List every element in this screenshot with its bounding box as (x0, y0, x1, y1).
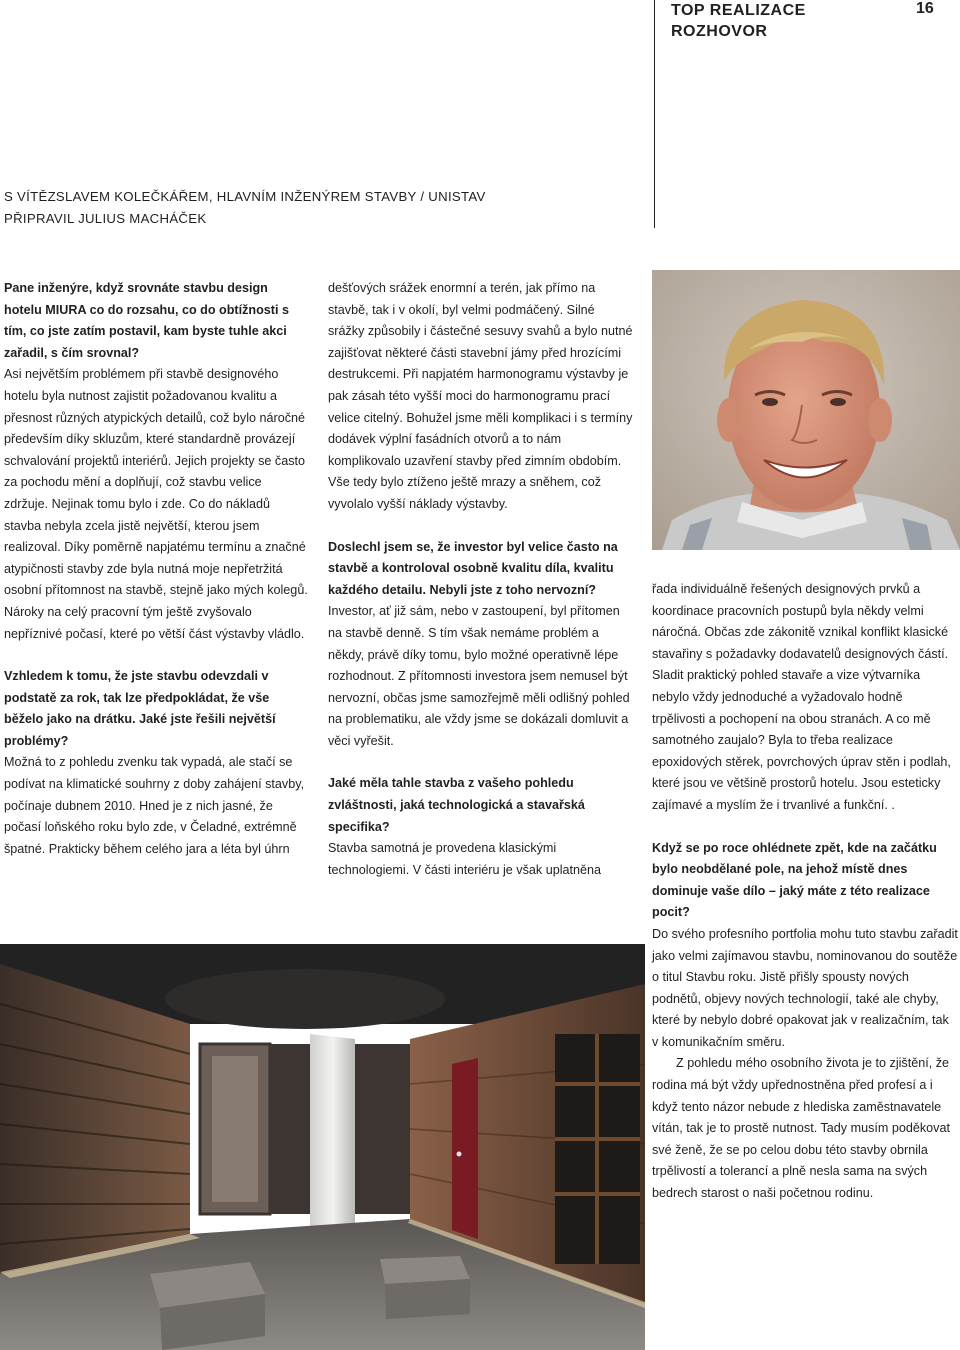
page-number: 16 (916, 0, 934, 17)
portrait-illustration (652, 270, 960, 550)
question-4: Jaké měla tahle stavba z vašeho pohledu zvláštnosti, jaká technologická a stavařská specifika? (328, 776, 585, 834)
column-1 (4, 278, 309, 860)
question-1: Pane inženýre, když srovnáte stavbu design hotelu MIURA co do rozsahu, co do obtížnosti s tím, co jste zatím postavil, kam byste tuhle akci zařadil, s čím srovnal? (4, 281, 289, 360)
answer-4: Stavba samotná je provedena klasickými technologiemi. V části interiéru je však uplatněna (328, 841, 602, 877)
section-title-line2: ROZHOVOR (671, 23, 768, 40)
byline-author: PŘIPRAVIL JULIUS MACHÁČEK (4, 211, 207, 226)
header-divider (654, 0, 655, 228)
interior-illustration (0, 944, 645, 1350)
answer-5: Do svého profesního portfolia mohu tuto stavbu zařadit jako velmi zajímavou stavbu, nominovanou do soutěže o titul Stavbu roku. Jistě přišly spousty nových podnětů, objevy nových technologií, také ale chyby, které by nebylo dobré opakovat jak v realizačním, tak v komunikačním směru. (652, 926, 958, 1049)
answer-4-continued: řada individuálně řešených designových prvků a koordinace pracovních postupů byla někdy velmi náročná. Občas zde zákonitě vznikal konflikt klasické stavařiny s požadavky dodavatelů designových částí. Sladit praktický pohled stavaře a vize výtvarníka nebylo vždy jednoduché a vyžadovalo hodně trpělivosti a pochopení na obou stranách. A co mě samotného zaujalo? Byla to třeba realizace epoxidových stěrek, povrchových úprav stěn i podlah, které jsou ve většině prostorů hotelu. Jsou esteticky zajímavé a myslím že i trvanlivé a funkční. . (652, 582, 951, 812)
answer-3: Investor, ať již sám, nebo v zastoupení, byl přítomen na stavbě denně. S tím však nemáme problém a někdy, právě díky tomu, bylo možné operativně lépe rozhodnout. Z přítomnosti investora jsem nemusel být nervozní, občas jsme samozřejmě měli odlišný pohled na problematiku, ale vždy jsme se dokázali domluvit a věci vyřešit. (328, 604, 630, 748)
answer-2-continued: dešťových srážek enormní a terén, jak přímo na stavbě, tak i v okolí, byl velmi podmáčený. Silné srážky způsobily i částečné sesuvy svahů a bylo nutné zajišťovat některé části stavební jámy před hrozícími destrukcemi. Při napjatém harmonogramu výstavby je pak zásah této vyšší moci do harmonogramu prací velice citelný. Bohužel jsme měli komplikaci i s termíny dodávek výplní fasádních otvorů a to nám komplikovalo uzavření stavby před zimním obdobím. Vše tedy bylo ztíženo ještě mrazy a sněhem, což vyvolalo vyšší náklady výstavby. (328, 281, 633, 511)
section-title-line1: TOP REALIZACE (671, 2, 806, 19)
section-title (671, 0, 806, 42)
answer-1: Asi největším problémem při stavbě designového hotelu byla nutnost zajistit požadovanou kvalitu a přesnost různých atypických detailů, což bylo náročné především díky skluzům, které standardně provázejí schvalování projektů interiérů. Jejich projekty se často za pochodu mění a doplňují, což stavbu velice zdržuje. Nejinak tomu bylo i zde. Co do nákladů stavba nebyla zcela jistě největší, kterou jsem realizoval. Díky poměrně napjatému termínu a značné atypičnosti stavby zde byla nutná moje nepřetržitá osobní přítomnost na stavbě, stejně jako mých kolegů. Nároky na celý pracovní tým ještě zvyšovalo nepříznivé počasí, které po větší část výstavby vládlo. (4, 367, 308, 641)
column-2 (328, 278, 633, 881)
byline-interviewee: S VÍTĚZSLAVEM KOLEČKÁŘEM, HLAVNÍM INŽENÝREM STAVBY / UNISTAV (4, 189, 486, 204)
column-3 (652, 579, 958, 1205)
answer-2: Možná to z pohledu zvenku tak vypadá, ale stačí se podívat na klimatické souhrny z doby zahájení stavby, počínaje dubnem 2010. Hned je z nich jasné, že počasí loňského roku bylo zde, v Čeladné, extrémně špatné. Prakticky během celého jara a léta byl úhrn (4, 755, 305, 856)
answer-6: Z pohledu mého osobního života je to zjištění, že rodina má být vždy upřednostněna před profesí a i když tento názor nebude z hlediska zaměstnavatele vítán, tak je to prostě nutnost. Tady musím poděkovat své ženě, že se po celou dobu této stavby obrnila trpělivostí a tolerancí a plně nesla sama na svých bedrech starost o naši početnou rodinu. (652, 1056, 950, 1201)
question-2: Vzhledem k tomu, že jste stavbu odevzdali v podstatě za rok, tak lze předpokládat, že vše běželo jako na drátku. Jaké jste řešili největší problémy? (4, 669, 276, 748)
byline (4, 186, 486, 230)
portrait-photo (652, 270, 960, 550)
question-5: Když se po roce ohlédnete zpět, kde na začátku bylo neobdělané pole, na jehož místě dnes dominuje vaše dílo – jaký máte z této realizace pocit? (652, 840, 937, 920)
interior-photo (0, 944, 645, 1350)
question-3: Doslechl jsem se, že investor byl velice často na stavbě a kontroloval osobně kvalitu díla, kvalitu každého detailu. Nebyli jste z toho nervozní? (328, 539, 618, 597)
